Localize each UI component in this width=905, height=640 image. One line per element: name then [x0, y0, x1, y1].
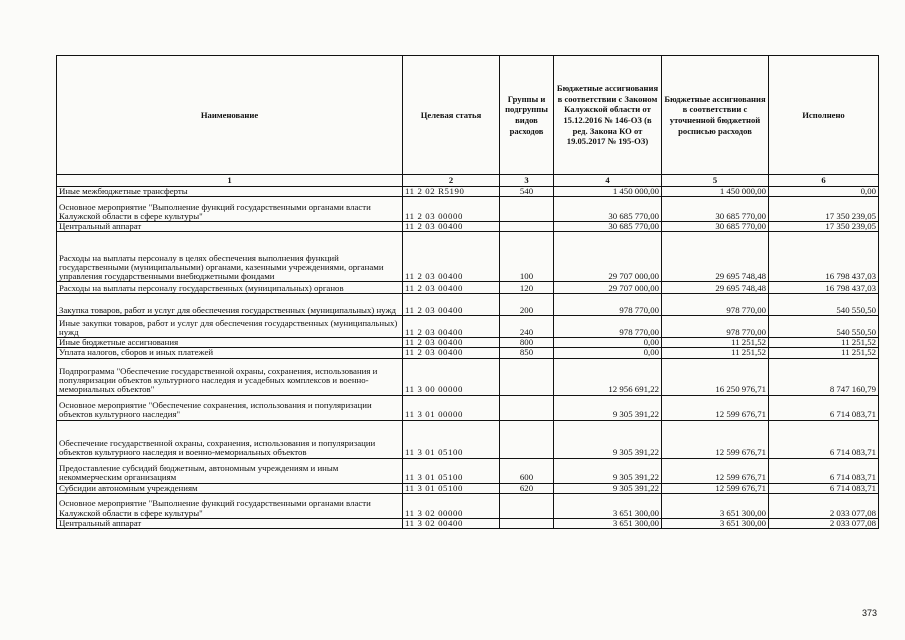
- header-law-allocations: Бюджетные ассигнования в соответствии с Законом Калужской области от 15.12.2016 № 146-ОЗ (в ред. Закона КО от 19.05.2017 № 195-ОЗ): [554, 56, 662, 175]
- page-number: 373: [861, 608, 877, 618]
- row-law-allocation: 0,00: [554, 348, 662, 358]
- row-expense-group: [500, 493, 554, 518]
- table-row: [57, 395, 879, 420]
- row-executed: 2 033 077,08: [769, 493, 879, 518]
- table-row: [57, 458, 879, 483]
- row-refined-allocation: 3 651 300,00: [662, 493, 769, 518]
- row-executed: 17 350 239,05: [769, 196, 879, 221]
- header-expense-groups: Группы и подгруппы видов расходов: [500, 56, 554, 175]
- row-name: Иные закупки товаров, работ и услуг для обеспечения государственных (муниципальных) нужд: [57, 316, 403, 338]
- row-executed: 0,00: [769, 186, 879, 196]
- row-target-article: 11 3 02 00400: [403, 518, 500, 528]
- table-row: [57, 483, 879, 493]
- row-law-allocation: 12 956 691,22: [554, 358, 662, 395]
- table-row: [57, 232, 879, 282]
- row-refined-allocation: 978 770,00: [662, 294, 769, 316]
- row-target-article: 11 3 01 05100: [403, 420, 500, 458]
- row-name: Подпрограмма "Обеспечение государственной охраны, сохранения, использования и популяризации объектов культурного наследия и усадебных комплексов и военно-мемориальных объектов": [57, 358, 403, 395]
- header-refined-allocations: Бюджетные ассигнования в соответствии с уточненной бюджетной росписью расходов: [662, 56, 769, 175]
- table-row: [57, 316, 879, 338]
- column-number: 5: [662, 175, 769, 187]
- table-row: [57, 493, 879, 518]
- row-refined-allocation: 29 695 748,48: [662, 282, 769, 294]
- row-executed: 16 798 437,03: [769, 232, 879, 282]
- row-expense-group: 800: [500, 338, 554, 348]
- row-refined-allocation: 12 599 676,71: [662, 483, 769, 493]
- row-expense-group: 120: [500, 282, 554, 294]
- row-target-article: 11 3 01 05100: [403, 483, 500, 493]
- budget-table: [56, 55, 879, 529]
- row-refined-allocation: 1 450 000,00: [662, 186, 769, 196]
- row-name: Центральный аппарат: [57, 518, 403, 528]
- header-target-article: Целевая статья: [403, 56, 500, 175]
- row-refined-allocation: 29 695 748,48: [662, 232, 769, 282]
- row-name: Основное мероприятие "Выполнение функций государственными органами власти Калужской области в сфере культуры": [57, 493, 403, 518]
- row-law-allocation: 1 450 000,00: [554, 186, 662, 196]
- row-law-allocation: 3 651 300,00: [554, 518, 662, 528]
- table-row: [57, 221, 879, 231]
- row-law-allocation: 9 305 391,22: [554, 458, 662, 483]
- row-target-article: 11 2 02 R5190: [403, 186, 500, 196]
- header-name: Наименование: [57, 56, 403, 175]
- column-number: 2: [403, 175, 500, 187]
- table-row: [57, 358, 879, 395]
- row-name: Закупка товаров, работ и услуг для обеспечения государственных (муниципальных) нужд: [57, 294, 403, 316]
- row-name: Основное мероприятие "Выполнение функций государственными органами власти Калужской области в сфере культуры": [57, 196, 403, 221]
- column-number: 6: [769, 175, 879, 187]
- row-expense-group: 620: [500, 483, 554, 493]
- row-target-article: 11 3 02 00000: [403, 493, 500, 518]
- row-expense-group: [500, 358, 554, 395]
- row-expense-group: [500, 395, 554, 420]
- row-executed: 8 747 160,79: [769, 358, 879, 395]
- row-expense-group: [500, 221, 554, 231]
- header-row: [57, 56, 879, 175]
- table-row: [57, 348, 879, 358]
- row-executed: 16 798 437,03: [769, 282, 879, 294]
- row-executed: 540 550,50: [769, 294, 879, 316]
- row-expense-group: 240: [500, 316, 554, 338]
- row-name: Центральный аппарат: [57, 221, 403, 231]
- row-law-allocation: 3 651 300,00: [554, 493, 662, 518]
- row-target-article: 11 3 01 05100: [403, 458, 500, 483]
- row-name: Основное мероприятие "Обеспечение сохранения, использования и популяризации объектов культурного наследия": [57, 395, 403, 420]
- row-executed: 2 033 077,08: [769, 518, 879, 528]
- table-row: [57, 420, 879, 458]
- row-executed: 17 350 239,05: [769, 221, 879, 231]
- row-law-allocation: 29 707 000,00: [554, 282, 662, 294]
- row-executed: 540 550,50: [769, 316, 879, 338]
- row-refined-allocation: 12 599 676,71: [662, 395, 769, 420]
- row-refined-allocation: 3 651 300,00: [662, 518, 769, 528]
- row-target-article: 11 2 03 00400: [403, 338, 500, 348]
- row-name: Расходы на выплаты персоналу государственных (муниципальных) органов: [57, 282, 403, 294]
- row-expense-group: 200: [500, 294, 554, 316]
- row-refined-allocation: 11 251,52: [662, 348, 769, 358]
- column-number: 4: [554, 175, 662, 187]
- row-executed: 6 714 083,71: [769, 458, 879, 483]
- row-name: Предоставление субсидий бюджетным, автономным учреждениям и иным некоммерческим организациям: [57, 458, 403, 483]
- row-expense-group: 850: [500, 348, 554, 358]
- row-refined-allocation: 12 599 676,71: [662, 458, 769, 483]
- row-executed: 11 251,52: [769, 348, 879, 358]
- row-law-allocation: 978 770,00: [554, 294, 662, 316]
- column-number: 3: [500, 175, 554, 187]
- row-refined-allocation: 30 685 770,00: [662, 221, 769, 231]
- row-executed: 6 714 083,71: [769, 395, 879, 420]
- table-row: [57, 282, 879, 294]
- row-name: Уплата налогов, сборов и иных платежей: [57, 348, 403, 358]
- row-refined-allocation: 16 250 976,71: [662, 358, 769, 395]
- row-target-article: 11 2 03 00400: [403, 316, 500, 338]
- row-target-article: 11 2 03 00400: [403, 221, 500, 231]
- row-expense-group: [500, 196, 554, 221]
- header-executed: Исполнено: [769, 56, 879, 175]
- row-refined-allocation: 11 251,52: [662, 338, 769, 348]
- row-target-article: 11 3 00 00000: [403, 358, 500, 395]
- column-number: 1: [57, 175, 403, 187]
- row-name: Субсидии автономным учреждениям: [57, 483, 403, 493]
- row-law-allocation: 9 305 391,22: [554, 483, 662, 493]
- row-target-article: 11 2 03 00400: [403, 232, 500, 282]
- row-law-allocation: 9 305 391,22: [554, 395, 662, 420]
- row-name: Иные бюджетные ассигнования: [57, 338, 403, 348]
- row-executed: 11 251,52: [769, 338, 879, 348]
- row-expense-group: 600: [500, 458, 554, 483]
- table-row: [57, 338, 879, 348]
- row-expense-group: [500, 420, 554, 458]
- row-law-allocation: 9 305 391,22: [554, 420, 662, 458]
- row-law-allocation: 30 685 770,00: [554, 196, 662, 221]
- row-law-allocation: 30 685 770,00: [554, 221, 662, 231]
- row-expense-group: 540: [500, 186, 554, 196]
- row-law-allocation: 0,00: [554, 338, 662, 348]
- row-refined-allocation: 978 770,00: [662, 316, 769, 338]
- row-refined-allocation: 12 599 676,71: [662, 420, 769, 458]
- table-row: [57, 186, 879, 196]
- row-target-article: 11 2 03 00000: [403, 196, 500, 221]
- row-name: Расходы на выплаты персоналу в целях обеспечения выполнения функций государственными (муниципальными) органами, казенными учреждениями, органами управления государственными внебюджетными фондами: [57, 232, 403, 282]
- row-expense-group: [500, 518, 554, 528]
- row-target-article: 11 2 03 00400: [403, 348, 500, 358]
- row-expense-group: 100: [500, 232, 554, 282]
- row-name: Иные межбюджетные трансферты: [57, 186, 403, 196]
- row-target-article: 11 2 03 00400: [403, 294, 500, 316]
- table-row: [57, 294, 879, 316]
- row-executed: 6 714 083,71: [769, 483, 879, 493]
- row-name: Обеспечение государственной охраны, сохранения, использования и популяризации объектов культурного наследия и военно-мемориальных объектов: [57, 420, 403, 458]
- row-executed: 6 714 083,71: [769, 420, 879, 458]
- table-row: [57, 518, 879, 528]
- row-target-article: 11 3 01 00000: [403, 395, 500, 420]
- row-law-allocation: 978 770,00: [554, 316, 662, 338]
- table-row: [57, 196, 879, 221]
- row-law-allocation: 29 707 000,00: [554, 232, 662, 282]
- row-target-article: 11 2 03 00400: [403, 282, 500, 294]
- row-refined-allocation: 30 685 770,00: [662, 196, 769, 221]
- column-number-row: [57, 175, 879, 187]
